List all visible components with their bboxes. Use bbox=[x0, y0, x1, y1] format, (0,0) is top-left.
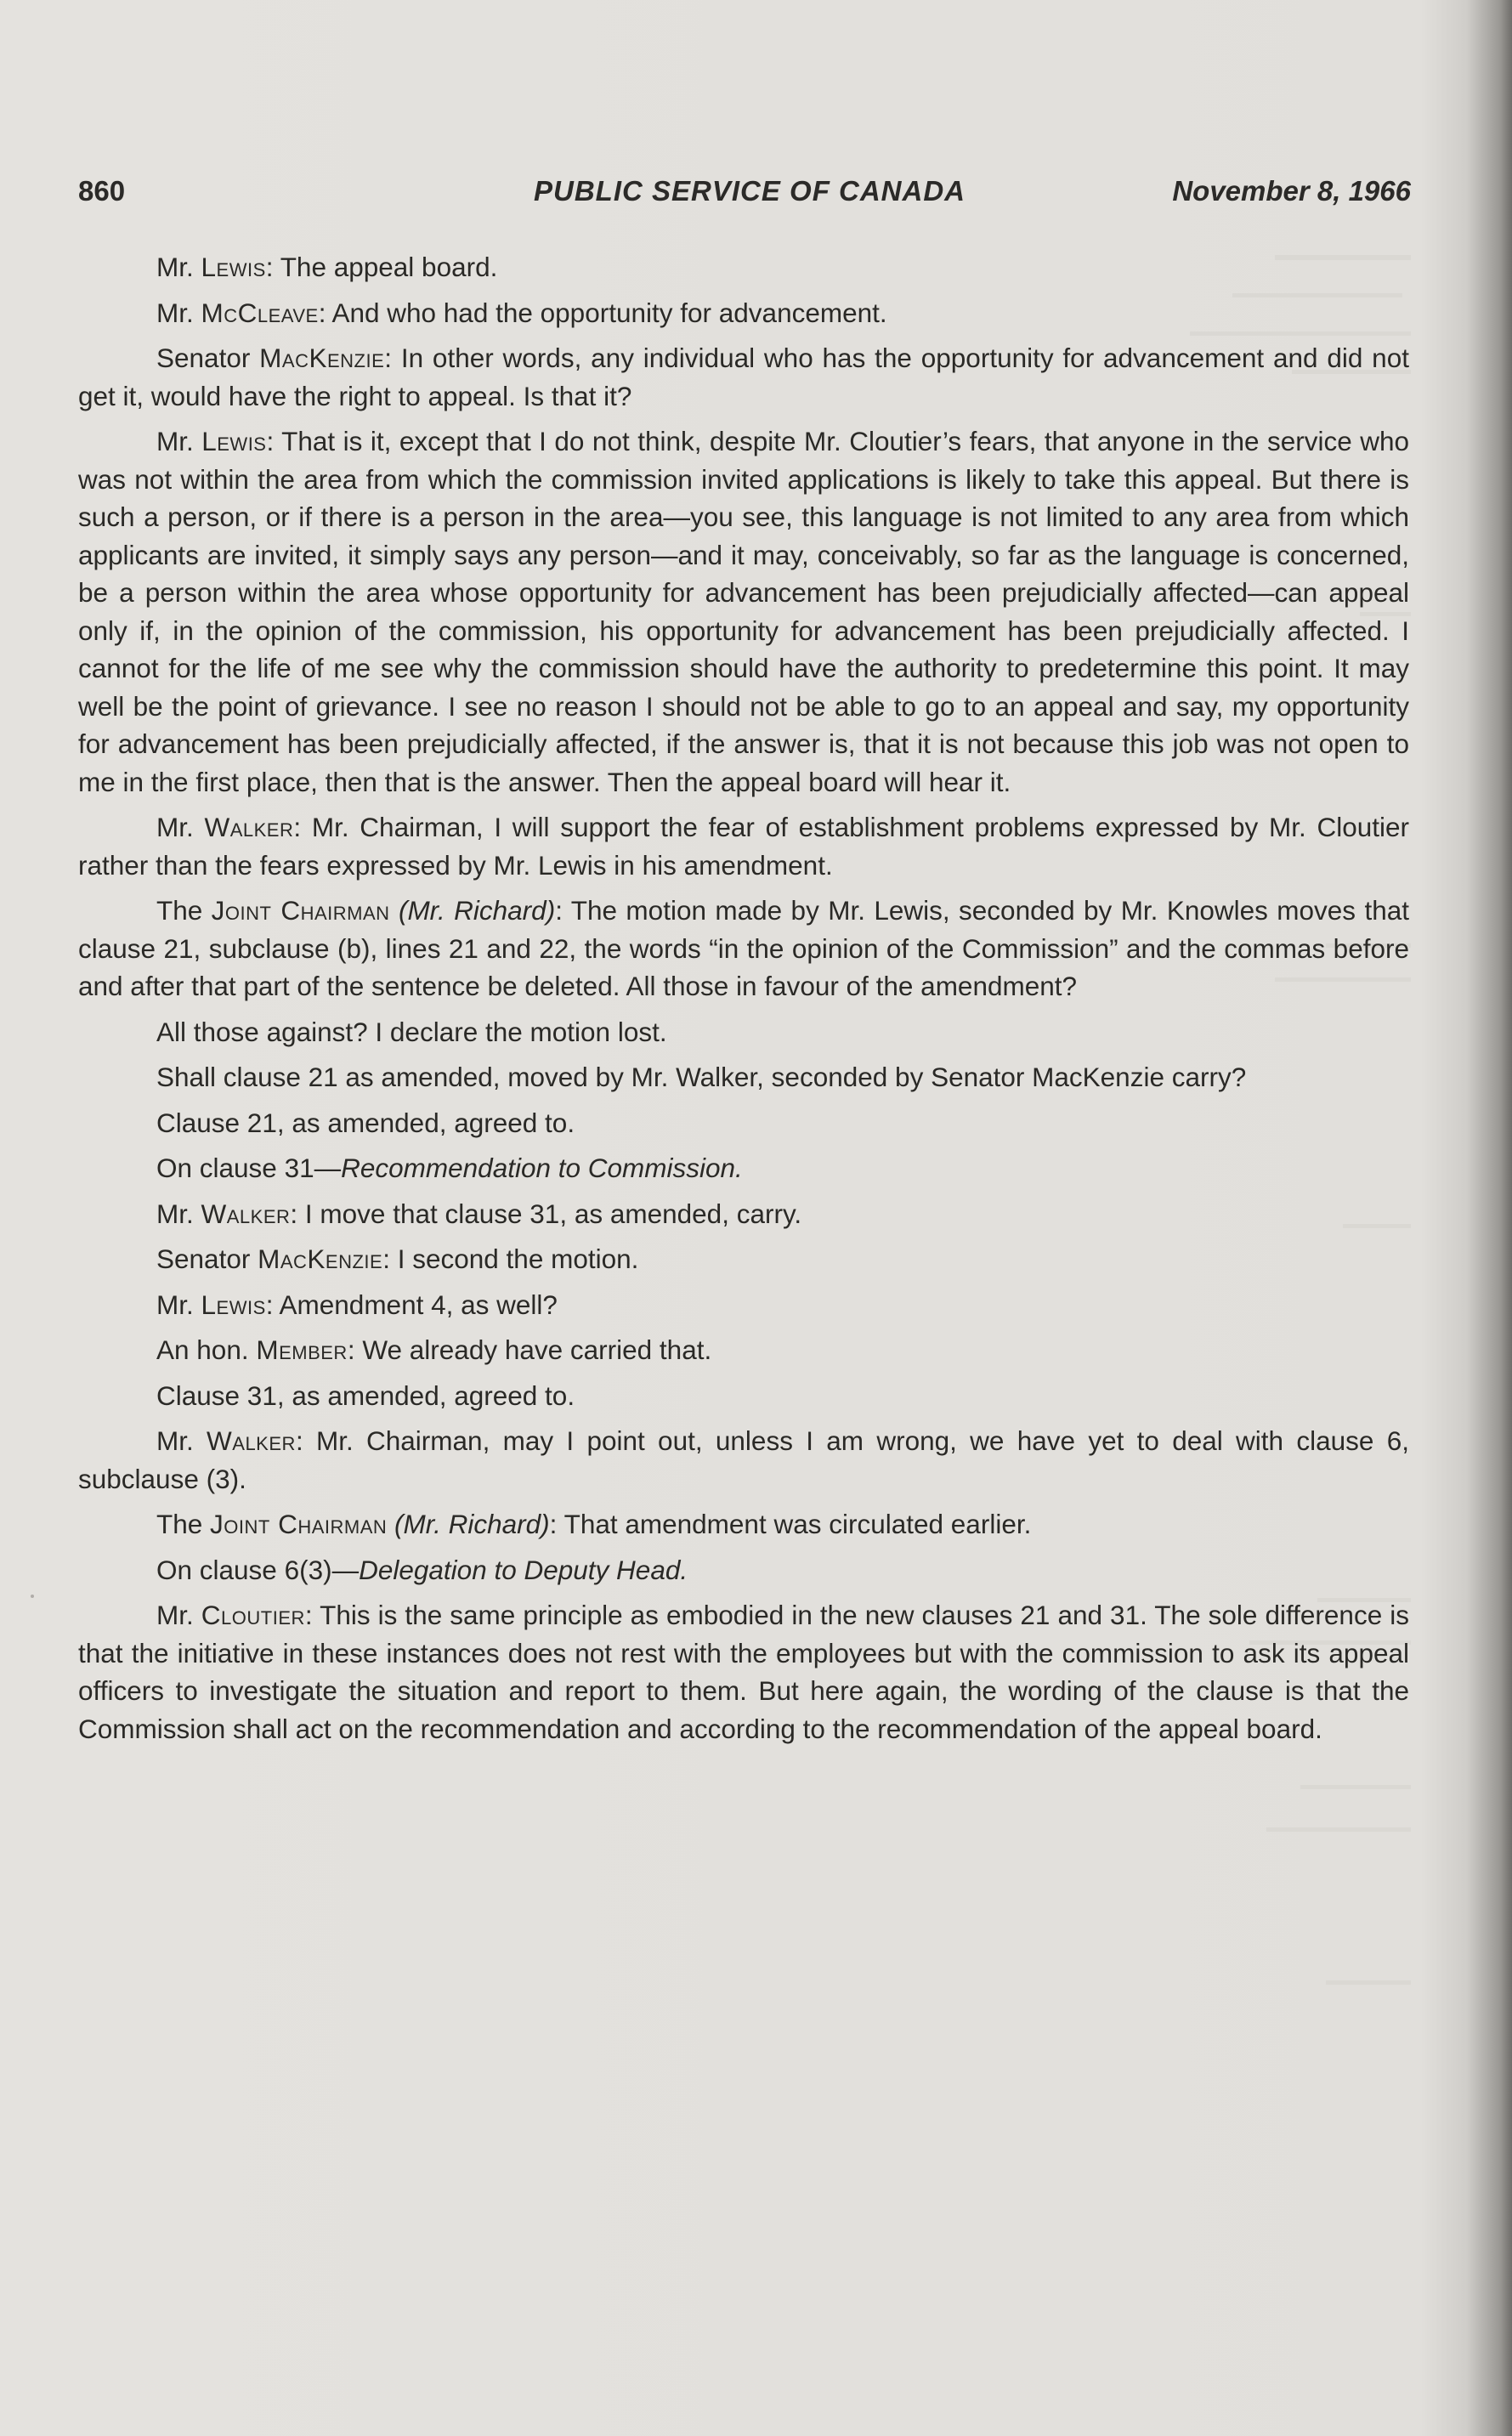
paragraph: The Joint Chairman (Mr. Richard): The motion made by Mr. Lewis, seconded by Mr. Knowles moves that clause 21, subclause (b), lines 21 and 22, the words “in the opinion of the Commission” and the commas before and after that part of the sentence be deleted. All those in favour of the amendment? bbox=[78, 895, 1409, 1001]
running-header bbox=[78, 175, 1411, 216]
paragraph: Mr. Lewis: The appeal board. bbox=[156, 252, 498, 282]
paragraph: An hon. Member: We already have carried that. bbox=[156, 1334, 712, 1365]
speaker-aside: (Mr. Richard) bbox=[398, 895, 556, 926]
speaker-name: Walker bbox=[201, 1198, 291, 1229]
speaker-name: Walker bbox=[207, 1425, 296, 1456]
running-title: PUBLIC SERVICE OF CANADA bbox=[533, 175, 966, 207]
paragraph: Shall clause 21 as amended, moved by Mr. Walker, seconded by Senator MacKenzie carry? bbox=[156, 1062, 1247, 1092]
paragraph: Mr. McCleave: And who had the opportunity for advancement. bbox=[156, 297, 887, 328]
paragraph: Mr. Walker: I move that clause 31, as amended, carry. bbox=[156, 1198, 802, 1229]
speaker-name: Lewis bbox=[201, 1289, 266, 1320]
speaker-name: Joint Chairman bbox=[210, 1509, 388, 1539]
speaker-name: McCleave bbox=[201, 297, 319, 328]
speaker-name: Joint Chairman bbox=[211, 895, 390, 926]
paragraph: All those against? I declare the motion lost. bbox=[156, 1016, 667, 1047]
paragraph: Senator MacKenzie: In other words, any individual who has the opportunity for advancement and did not get it, would have the right to appeal. Is that it? bbox=[78, 343, 1409, 411]
speaker-name: Walker bbox=[204, 812, 294, 842]
paragraph: Mr. Walker: Mr. Chairman, may I point out, unless I am wrong, we have yet to deal with clause 6, subclause (3). bbox=[78, 1425, 1409, 1494]
paragraph: Clause 31, as amended, agreed to. bbox=[156, 1379, 575, 1411]
speaker-name: Cloutier bbox=[201, 1600, 305, 1630]
paragraph: Mr. Lewis: Amendment 4, as well? bbox=[156, 1289, 558, 1320]
speaker-aside: (Mr. Richard) bbox=[394, 1509, 550, 1539]
speaker-name: MacKenzie bbox=[259, 343, 385, 373]
clause-heading: Delegation to Deputy Head. bbox=[359, 1554, 688, 1585]
speaker-name: MacKenzie bbox=[258, 1243, 383, 1274]
transcript-body bbox=[78, 248, 1409, 1755]
paragraph: Clause 21, as amended, agreed to. bbox=[156, 1107, 575, 1138]
paragraph: Mr. Walker: Mr. Chairman, I will support the fear of establishment problems expressed by Mr. Cloutier rather than the fears expressed by Mr. Lewis in his amendment. bbox=[78, 812, 1409, 881]
paragraph: The Joint Chairman (Mr. Richard): That amendment was circulated earlier. bbox=[156, 1509, 1032, 1539]
speaker-name: Member bbox=[256, 1334, 348, 1365]
paragraph: Mr. Cloutier: This is the same principle as embodied in the new clauses 21 and 31. The sole difference is that the initiative in these instances does not rest with the employees but with the commission to ask its appeal officers to investigate the situation and report to them. But here again, the wording of the clause is that the Commission shall act on the recommendation and according to the recommendation of the appeal board. bbox=[78, 1600, 1409, 1744]
paragraph: On clause 31—Recommendation to Commission. bbox=[156, 1153, 743, 1183]
speaker-name: Lewis bbox=[201, 252, 266, 282]
paragraph: On clause 6(3)—Delegation to Deputy Head. bbox=[156, 1554, 688, 1585]
paragraph: Senator MacKenzie: I second the motion. bbox=[156, 1243, 639, 1274]
speaker-name: Lewis bbox=[201, 426, 267, 456]
header-date: November 8, 1966 bbox=[1172, 175, 1411, 207]
clause-heading: Recommendation to Commission. bbox=[341, 1153, 743, 1183]
page-number: 860 bbox=[78, 175, 126, 207]
paragraph: Mr. Lewis: That is it, except that I do not think, despite Mr. Cloutier’s fears, that anyone in the service who was not within the area from which the commission invited applications is likely to take this appeal. But there is such a person, or if there is a person in the area—you see, this language is not limited to any area from which applicants are invited, it simply says any person—and it may, conceivably, so far as the language is concerned, be a person within the area whose opportunity for advancement has been prejudicially affected—can appeal only if, in the opinion of the commission, his opportunity for advancement has been prejudicially affected. I cannot for the life of me see why the commission should have the authority to predetermine this point. It may well be the point of grievance. I see no reason I should not be able to go to an appeal and say, my opportunity for advancement has been prejudicially affected, if the answer is, that it is not because this job was not open to me in the first place, then that is the answer. Then the appeal board will hear it. bbox=[78, 426, 1410, 797]
